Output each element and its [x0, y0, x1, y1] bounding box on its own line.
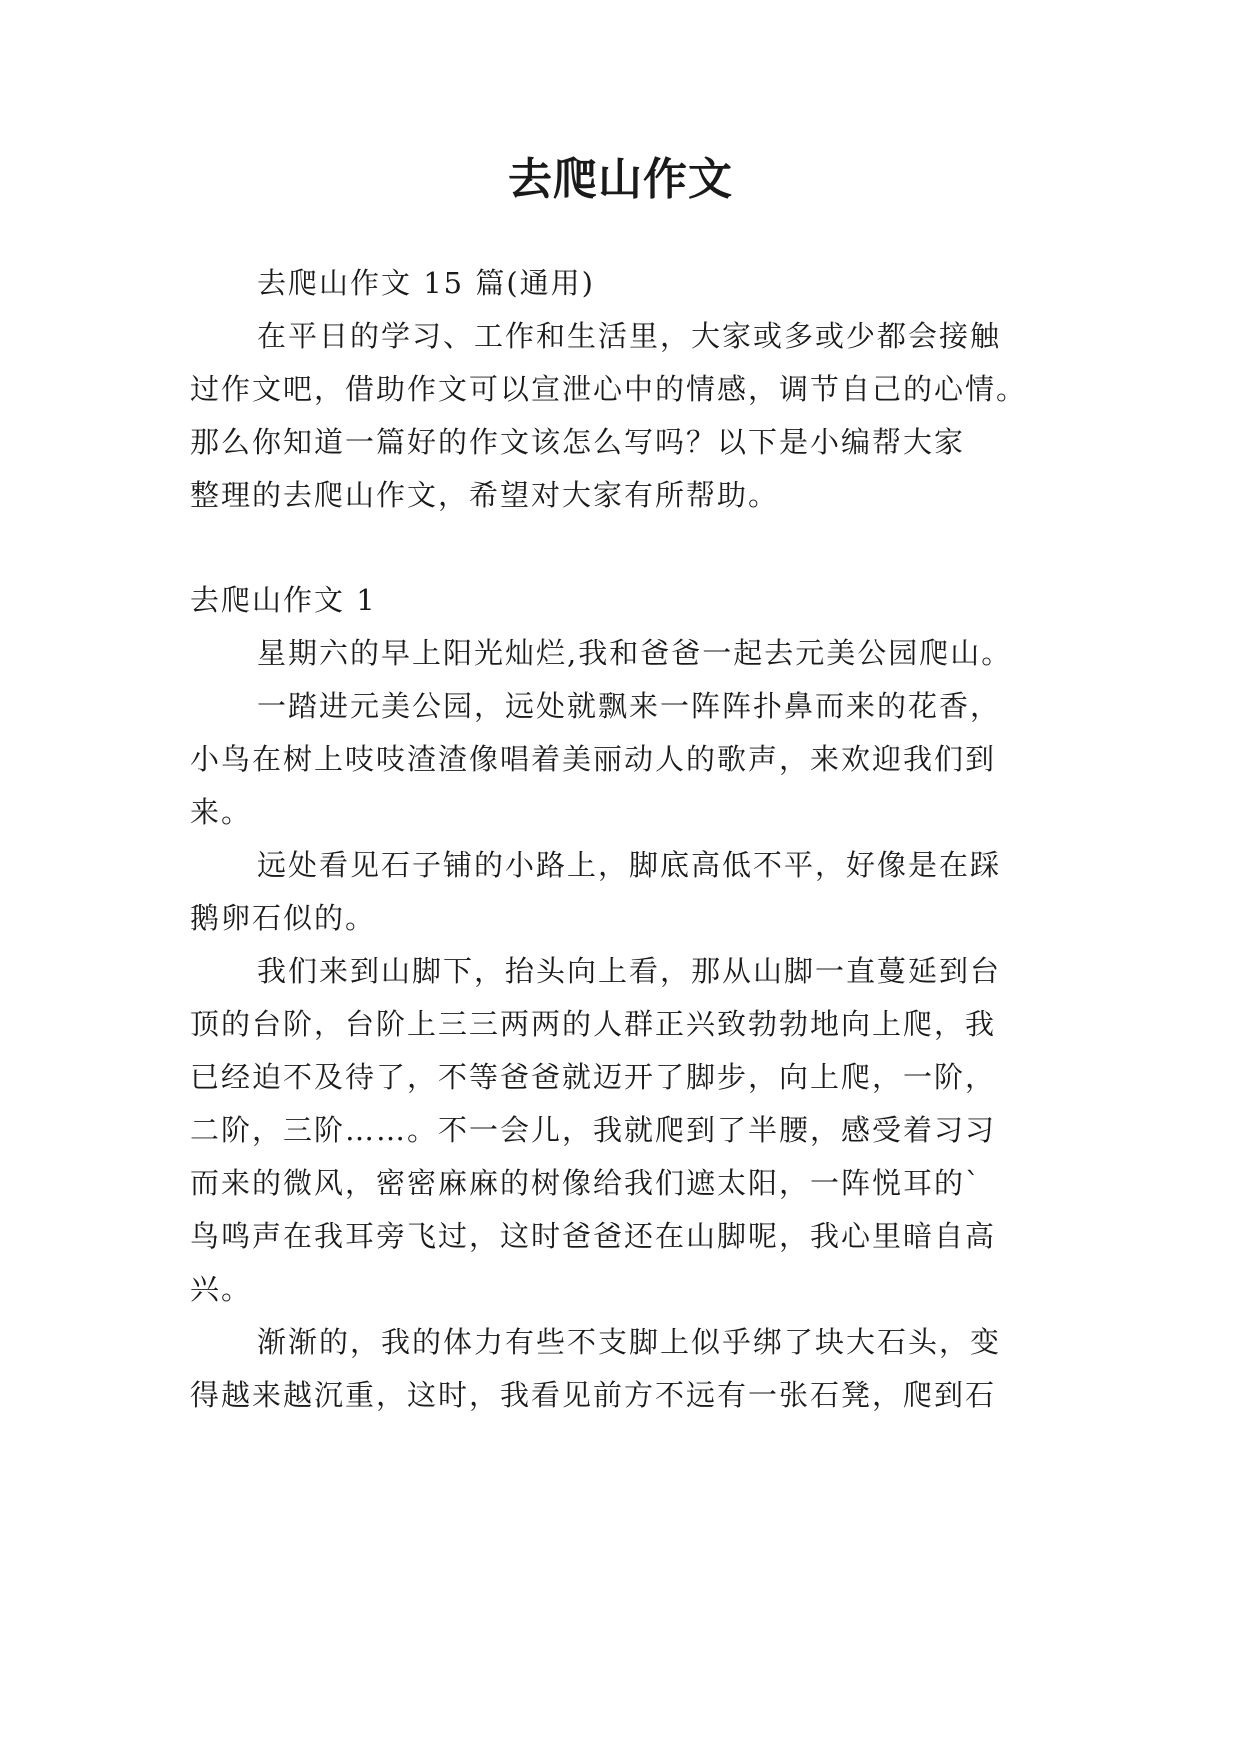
- section-heading: 去爬山作文 1: [190, 583, 377, 617]
- body-line: 渐渐的，我的体力有些不支脚上似乎绑了块大石头，变: [257, 1325, 1002, 1359]
- body-line: 得越来越沉重，这时，我看见前方不远有一张石凳，爬到石: [190, 1378, 997, 1412]
- body-line: 鸟鸣声在我耳旁飞过，这时爸爸还在山脚呢，我心里暗自高: [190, 1219, 997, 1253]
- intro-line: 过作文吧，借助作文可以宣泄心中的情感，调节自己的心情。: [190, 372, 1028, 406]
- body-line: 而来的微风，密密麻麻的树像给我们遮太阳，一阵悦耳的`: [190, 1166, 982, 1200]
- body-line: 小鸟在树上吱吱渣渣像唱着美丽动人的歌声，来欢迎我们到: [190, 742, 997, 776]
- body-line: 远处看见石子铺的小路上，脚底高低不平，好像是在踩: [257, 848, 1002, 882]
- intro-line: 在平日的学习、工作和生活里，大家或多或少都会接触: [257, 319, 1002, 353]
- body-line: 我们来到山脚下，抬头向上看，那从山脚一直蔓延到台: [257, 954, 1002, 988]
- body-line: 来。: [190, 795, 253, 829]
- body-line: 已经迫不及待了，不等爸爸就迈开了脚步，向上爬，一阶，: [190, 1060, 997, 1094]
- body-line: 顶的台阶，台阶上三三两两的人群正兴致勃勃地向上爬，我: [190, 1007, 997, 1041]
- body-line: 鹅卵石似的。: [190, 901, 377, 935]
- intro-line: 整理的去爬山作文，希望对大家有所帮助。: [190, 478, 780, 512]
- document-subtitle: 去爬山作文 15 篇(通用): [257, 266, 595, 300]
- document-title: 去爬山作文: [508, 154, 733, 205]
- intro-line: 那么你知道一篇好的作文该怎么写吗？以下是小编帮大家: [190, 425, 966, 459]
- body-line: 星期六的早上阳光灿烂,我和爸爸一起去元美公园爬山。: [257, 636, 1013, 670]
- body-line: 兴。: [190, 1272, 253, 1306]
- body-line: 二阶，三阶……。不一会儿，我就爬到了半腰，感受着习习: [190, 1113, 997, 1147]
- body-line: 一踏进元美公园，远处就飘来一阵阵扑鼻而来的花香，: [257, 689, 1002, 723]
